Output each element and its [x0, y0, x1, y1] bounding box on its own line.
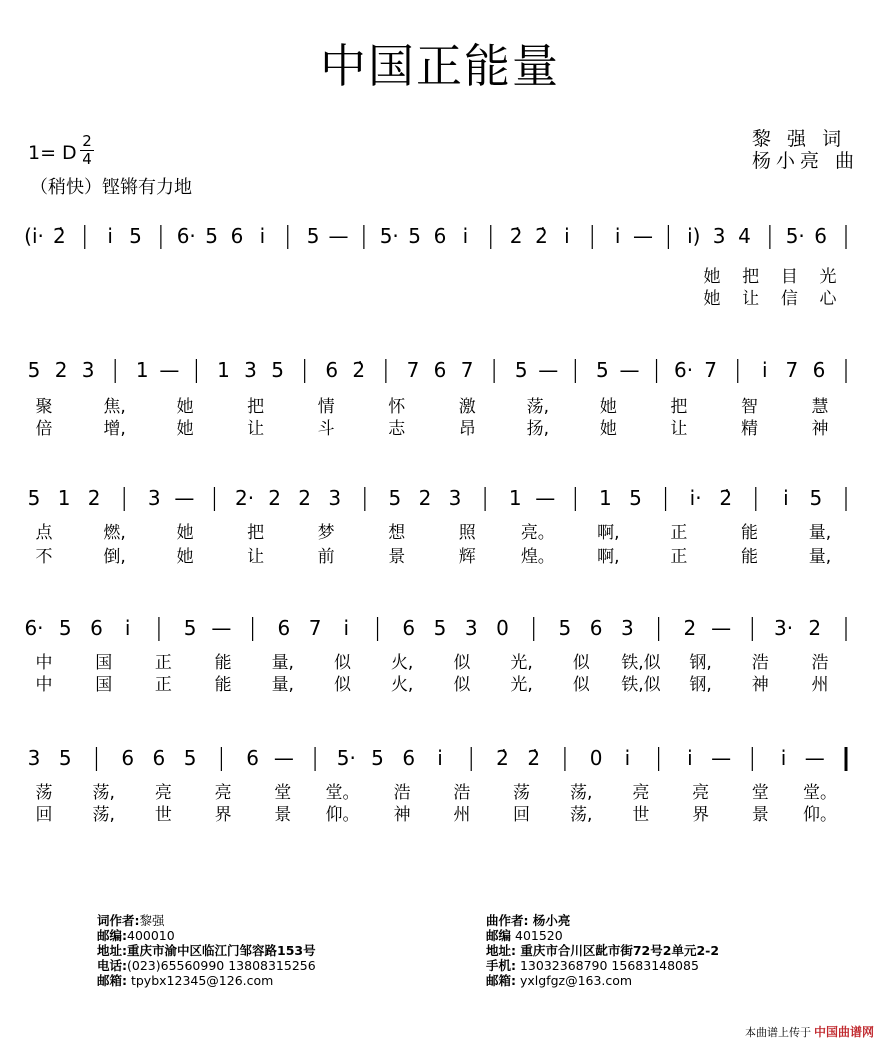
- lyric-syllable: 焦,: [103, 397, 126, 417]
- lyric-syllable: 州: [453, 805, 471, 825]
- lyric-syllable: 增,: [103, 419, 126, 439]
- lyric-syllable: 荡,: [92, 805, 115, 825]
- lyric-syllable: 正: [154, 675, 172, 695]
- lyric-syllable: 堂。: [325, 783, 360, 803]
- note: 5: [306, 224, 320, 248]
- note: 5·: [785, 224, 805, 248]
- note-dash: —: [804, 746, 825, 770]
- lyric-syllable: 精: [740, 419, 758, 439]
- note: 2̇: [509, 224, 523, 248]
- lyric-syllable: 让: [742, 289, 760, 309]
- label: 电话:: [97, 958, 127, 973]
- note: 3: [712, 224, 726, 248]
- lyric-syllable: 国: [95, 653, 113, 673]
- lyric-syllable: 光,: [510, 675, 533, 695]
- lyric-syllable: 正: [670, 547, 688, 567]
- note: 3: [244, 358, 257, 382]
- note: i: [614, 224, 621, 248]
- lyric-syllable: 堂。: [803, 783, 837, 803]
- note: 5: [558, 616, 572, 640]
- note: 2̇: [527, 746, 541, 770]
- lyric-syllable: 火,: [390, 653, 414, 673]
- note-dash: —: [633, 224, 653, 248]
- note: 2: [808, 616, 822, 640]
- note: 2: [87, 486, 101, 510]
- lyric-syllable: 荡: [513, 783, 531, 803]
- lyric-syllable: 钢,: [689, 675, 712, 695]
- lyric-syllable: 似: [572, 675, 590, 695]
- lyric-syllable: 荡: [35, 783, 53, 803]
- value: (023)65560990 13808315256: [127, 958, 316, 973]
- note: 5·: [336, 746, 356, 770]
- note: 5: [183, 746, 197, 770]
- lyricist-contact: [97, 913, 316, 988]
- note-dash: —: [535, 486, 556, 510]
- lyric-syllable: 亮: [692, 783, 710, 803]
- note: 2: [683, 616, 697, 640]
- note: 2: [418, 486, 432, 510]
- lyric-syllable: 把: [247, 397, 265, 417]
- note: 7: [460, 358, 474, 382]
- lyric-syllable: 把: [670, 397, 688, 417]
- lyric-syllable: 不: [35, 547, 53, 567]
- note: 5: [629, 486, 642, 510]
- site-logo[interactable]: 中国曲谱网: [813, 1025, 874, 1039]
- note: i: [437, 746, 443, 770]
- label: 邮编: [486, 928, 512, 943]
- lyric-syllable: 景: [274, 805, 292, 825]
- note-dash: —: [328, 224, 349, 248]
- lyric-syllable: 啊,: [597, 547, 620, 567]
- lyric-syllable: 似: [453, 653, 471, 673]
- time-denominator: 4: [82, 150, 92, 168]
- lyric-syllable: 梦: [317, 523, 335, 543]
- note: 6: [589, 616, 603, 640]
- lyric-syllable: 界: [214, 805, 232, 825]
- note: 6: [325, 358, 339, 382]
- note: 5: [271, 358, 284, 382]
- label: 邮箱:: [486, 973, 516, 988]
- lyric-syllable: 聚: [35, 397, 53, 417]
- note: i: [687, 746, 693, 770]
- lyric-syllable: 神: [751, 675, 769, 695]
- lyric-syllable: 能: [740, 523, 758, 543]
- value: 杨小亮: [528, 913, 571, 928]
- note: 0: [589, 746, 603, 770]
- lyric-syllable: 似: [453, 675, 471, 695]
- note: 3: [328, 486, 342, 510]
- lyric-syllable: 煌。: [520, 547, 555, 567]
- lyric-syllable: 智: [740, 397, 758, 417]
- note: 7: [704, 358, 718, 382]
- note-dash: —: [211, 616, 232, 640]
- note: 6: [814, 224, 827, 248]
- lyric-syllable: 能: [214, 653, 232, 673]
- value: tpybx12345@126.com: [127, 973, 274, 988]
- note: 1: [508, 486, 522, 510]
- note: i): [687, 224, 701, 248]
- lyric-syllable: 她: [599, 419, 617, 439]
- note: 1: [599, 486, 612, 510]
- lyric-syllable: 荡,: [570, 783, 593, 803]
- lyric-syllable: 浩: [393, 783, 411, 803]
- value: yxlgfgz@163.com: [516, 973, 633, 988]
- lyric-syllable: 景: [751, 805, 769, 825]
- note: 0: [496, 616, 509, 640]
- note: 2̇: [53, 224, 66, 248]
- lyric-syllable: 堂: [274, 783, 292, 803]
- note: 6: [433, 358, 447, 382]
- lyric-syllable: 堂: [751, 783, 769, 803]
- note: 3: [27, 746, 41, 770]
- lyric-syllable: 她: [176, 419, 194, 439]
- label: 词作者:: [97, 913, 140, 928]
- lyric-syllable: 她: [176, 523, 194, 543]
- lyric-syllable: 志: [388, 419, 406, 439]
- label: 邮箱:: [97, 973, 127, 988]
- lyric-syllable: 前: [317, 547, 335, 567]
- note: i: [564, 224, 570, 248]
- lyric-syllable: 点: [35, 523, 53, 543]
- note: i·: [689, 486, 702, 510]
- composer-contact: [486, 913, 719, 988]
- note-dash: —: [711, 746, 732, 770]
- lyric-syllable: 照: [458, 523, 476, 543]
- note: i: [107, 224, 113, 248]
- lyric-syllable: 心: [819, 289, 837, 309]
- lyric-syllable: 界: [692, 805, 710, 825]
- note-dash: —: [711, 616, 732, 640]
- label: 手机:: [486, 958, 516, 973]
- note: 7: [785, 358, 799, 382]
- lyric-syllable: 她: [599, 397, 617, 417]
- note: 6: [433, 224, 447, 248]
- note: 3: [81, 358, 95, 382]
- note: 3·: [773, 616, 794, 640]
- lyric-syllable: 光: [819, 267, 837, 287]
- lyric-syllable: 州: [811, 675, 829, 695]
- label: 曲作者:: [486, 913, 529, 928]
- note: 5: [433, 616, 447, 640]
- note: 5: [371, 746, 384, 770]
- label: 地址:: [97, 943, 127, 958]
- note: 6·: [24, 616, 44, 640]
- lyric-syllable: 回: [35, 805, 53, 825]
- lyric-syllable: 世: [632, 805, 650, 825]
- lyric-syllable: 斗: [317, 419, 335, 439]
- lyric-syllable: 铁,似: [621, 675, 661, 695]
- lyric-syllable: 信: [780, 289, 798, 309]
- lyric-syllable: 情: [317, 397, 335, 417]
- lyric-syllable: 她: [703, 267, 721, 287]
- lyric-syllable: 亮: [214, 783, 232, 803]
- lyric-syllable: 亮: [632, 783, 650, 803]
- label: 邮编:: [97, 928, 127, 943]
- note: 5: [388, 486, 402, 510]
- lyric-syllable: 浩: [811, 653, 829, 673]
- note-dash: —: [174, 486, 195, 510]
- value: 401520: [511, 928, 563, 943]
- lyric-syllable: 她: [176, 397, 194, 417]
- lyric-syllable: 量,: [271, 675, 294, 695]
- note: 6: [230, 224, 244, 248]
- note: 5: [129, 224, 142, 248]
- note: i: [259, 224, 266, 248]
- note: 6: [90, 616, 103, 640]
- note: 3: [147, 486, 161, 510]
- lyric-syllable: 把: [742, 267, 760, 287]
- note-dash: —: [538, 358, 559, 382]
- note: 6: [812, 358, 826, 382]
- lyric-syllable: 啊,: [597, 523, 620, 543]
- note: 2̇: [535, 224, 548, 248]
- lyric-syllable: 荡,: [92, 783, 115, 803]
- lyric-syllable: 量,: [271, 653, 294, 673]
- note: i: [780, 746, 787, 770]
- note: 1: [217, 358, 230, 382]
- lyric-syllable: 钢,: [689, 653, 712, 673]
- note: 5: [205, 224, 218, 248]
- note: 3: [448, 486, 462, 510]
- lyric-syllable: 国: [95, 675, 113, 695]
- note: 3: [464, 616, 478, 640]
- lyric-syllable: 似: [333, 653, 351, 673]
- lyric-syllable: 火,: [390, 675, 414, 695]
- lyric-syllable: 量,: [808, 547, 832, 567]
- note: i: [462, 224, 469, 248]
- lyric-syllable: 能: [214, 675, 232, 695]
- lyric-syllable: 倍: [35, 419, 53, 439]
- note: 6: [277, 616, 291, 640]
- lyric-syllable: 辉: [458, 547, 476, 567]
- lyric-syllable: 能: [740, 547, 758, 567]
- note: 5: [408, 224, 421, 248]
- note: 2: [54, 358, 68, 382]
- lyric-syllable: 扬,: [526, 419, 550, 439]
- lyric-syllable: 量,: [808, 523, 832, 543]
- lyric-syllable: 中: [35, 675, 53, 695]
- note: i: [762, 358, 768, 382]
- note-dash: —: [619, 358, 640, 382]
- note: 5: [809, 486, 823, 510]
- lyric-syllable: 目: [780, 267, 798, 287]
- note: i: [343, 616, 350, 640]
- lyric-syllable: 铁,似: [621, 653, 661, 673]
- note: i: [783, 486, 789, 510]
- note-dash: —: [273, 746, 294, 770]
- lyric-syllable: 似: [333, 675, 351, 695]
- lyric-syllable: 昂: [458, 419, 476, 439]
- tempo-marking: （稍快）铿锵有力地: [30, 177, 192, 198]
- lyric-syllable: 亮。: [520, 523, 555, 543]
- note: 2: [298, 486, 312, 510]
- lyric-syllable: 慧: [811, 397, 829, 417]
- note: 5: [27, 358, 41, 382]
- footer: [745, 1023, 874, 1040]
- value: 黎强: [139, 913, 165, 928]
- lyric-syllable: 神: [811, 419, 829, 439]
- note: 5: [183, 616, 197, 640]
- lyric-syllable: 把: [247, 523, 265, 543]
- note: i: [124, 616, 131, 640]
- note: 2̇: [719, 486, 733, 510]
- note: 6: [121, 746, 135, 770]
- lyric-syllable: 亮: [154, 783, 172, 803]
- value: 重庆市合川区龀市街72号2单元2-2: [516, 943, 720, 958]
- lyric-syllable: 正: [670, 523, 688, 543]
- note-dash: —: [159, 358, 180, 382]
- note: 6·: [674, 358, 694, 382]
- lyric-syllable: 让: [670, 419, 688, 439]
- key-signature: 1= D: [28, 142, 77, 164]
- page-title: 中国正能量: [320, 39, 560, 93]
- value: 400010: [127, 928, 175, 943]
- lyric-syllable: 倒,: [103, 547, 126, 567]
- lyric-syllable: 荡,: [570, 805, 593, 825]
- lyric-syllable: 景: [388, 547, 406, 567]
- note: 2̇: [496, 746, 509, 770]
- lyric-syllable: 回: [513, 805, 531, 825]
- lyric-syllable: 浩: [751, 653, 769, 673]
- note: 6: [152, 746, 166, 770]
- note: (i·: [24, 224, 44, 248]
- note: 7: [406, 358, 420, 382]
- time-numerator: 2: [82, 132, 92, 150]
- lyric-syllable: 让: [247, 547, 265, 567]
- note: 5: [514, 358, 528, 382]
- note: 6: [246, 746, 259, 770]
- note: 3: [621, 616, 634, 640]
- lyric-syllable: 让: [247, 419, 265, 439]
- lyric-syllable: 似: [572, 653, 590, 673]
- note: 5: [596, 358, 609, 382]
- lyric-syllable: 她: [703, 289, 721, 309]
- lyric-syllable: 光,: [510, 653, 533, 673]
- note: 5: [27, 486, 41, 510]
- lyric-syllable: 荡,: [526, 397, 550, 417]
- lyric-syllable: 想: [388, 523, 406, 543]
- note: 5: [58, 616, 72, 640]
- value: 13032368790 15683148085: [516, 958, 699, 973]
- note: 6·: [176, 224, 196, 248]
- note: 4: [738, 224, 751, 248]
- note: i: [624, 746, 631, 770]
- lyricist-credit: 黎 强 词: [752, 128, 847, 150]
- lyric-syllable: 浩: [453, 783, 471, 803]
- note: 1: [135, 358, 149, 382]
- label: 地址:: [486, 943, 516, 958]
- note: 2̇: [352, 358, 366, 382]
- note: 2: [268, 486, 281, 510]
- lyric-syllable: 激: [458, 397, 476, 417]
- lyric-syllable: 怀: [388, 397, 406, 417]
- note: 5: [58, 746, 72, 770]
- note: 7: [308, 616, 322, 640]
- lyric-syllable: 仰。: [803, 805, 837, 825]
- lyric-syllable: 仰。: [325, 805, 360, 825]
- lyric-syllable: 中: [35, 653, 53, 673]
- lyric-syllable: 燃,: [103, 523, 126, 543]
- note: 1: [57, 486, 71, 510]
- note: 5·: [379, 224, 399, 248]
- note: 2·: [234, 486, 255, 510]
- note: 6: [402, 746, 416, 770]
- composer-credit: 杨小亮 曲: [752, 150, 860, 172]
- lyric-syllable: 世: [154, 805, 172, 825]
- footer-text: 本曲谱上传于: [744, 1026, 811, 1039]
- value: 重庆市渝中区临江门邹容路153号: [127, 943, 316, 958]
- lyric-syllable: 她: [176, 547, 194, 567]
- lyric-syllable: 正: [154, 653, 172, 673]
- lyric-syllable: 神: [393, 805, 411, 825]
- note: 6: [402, 616, 416, 640]
